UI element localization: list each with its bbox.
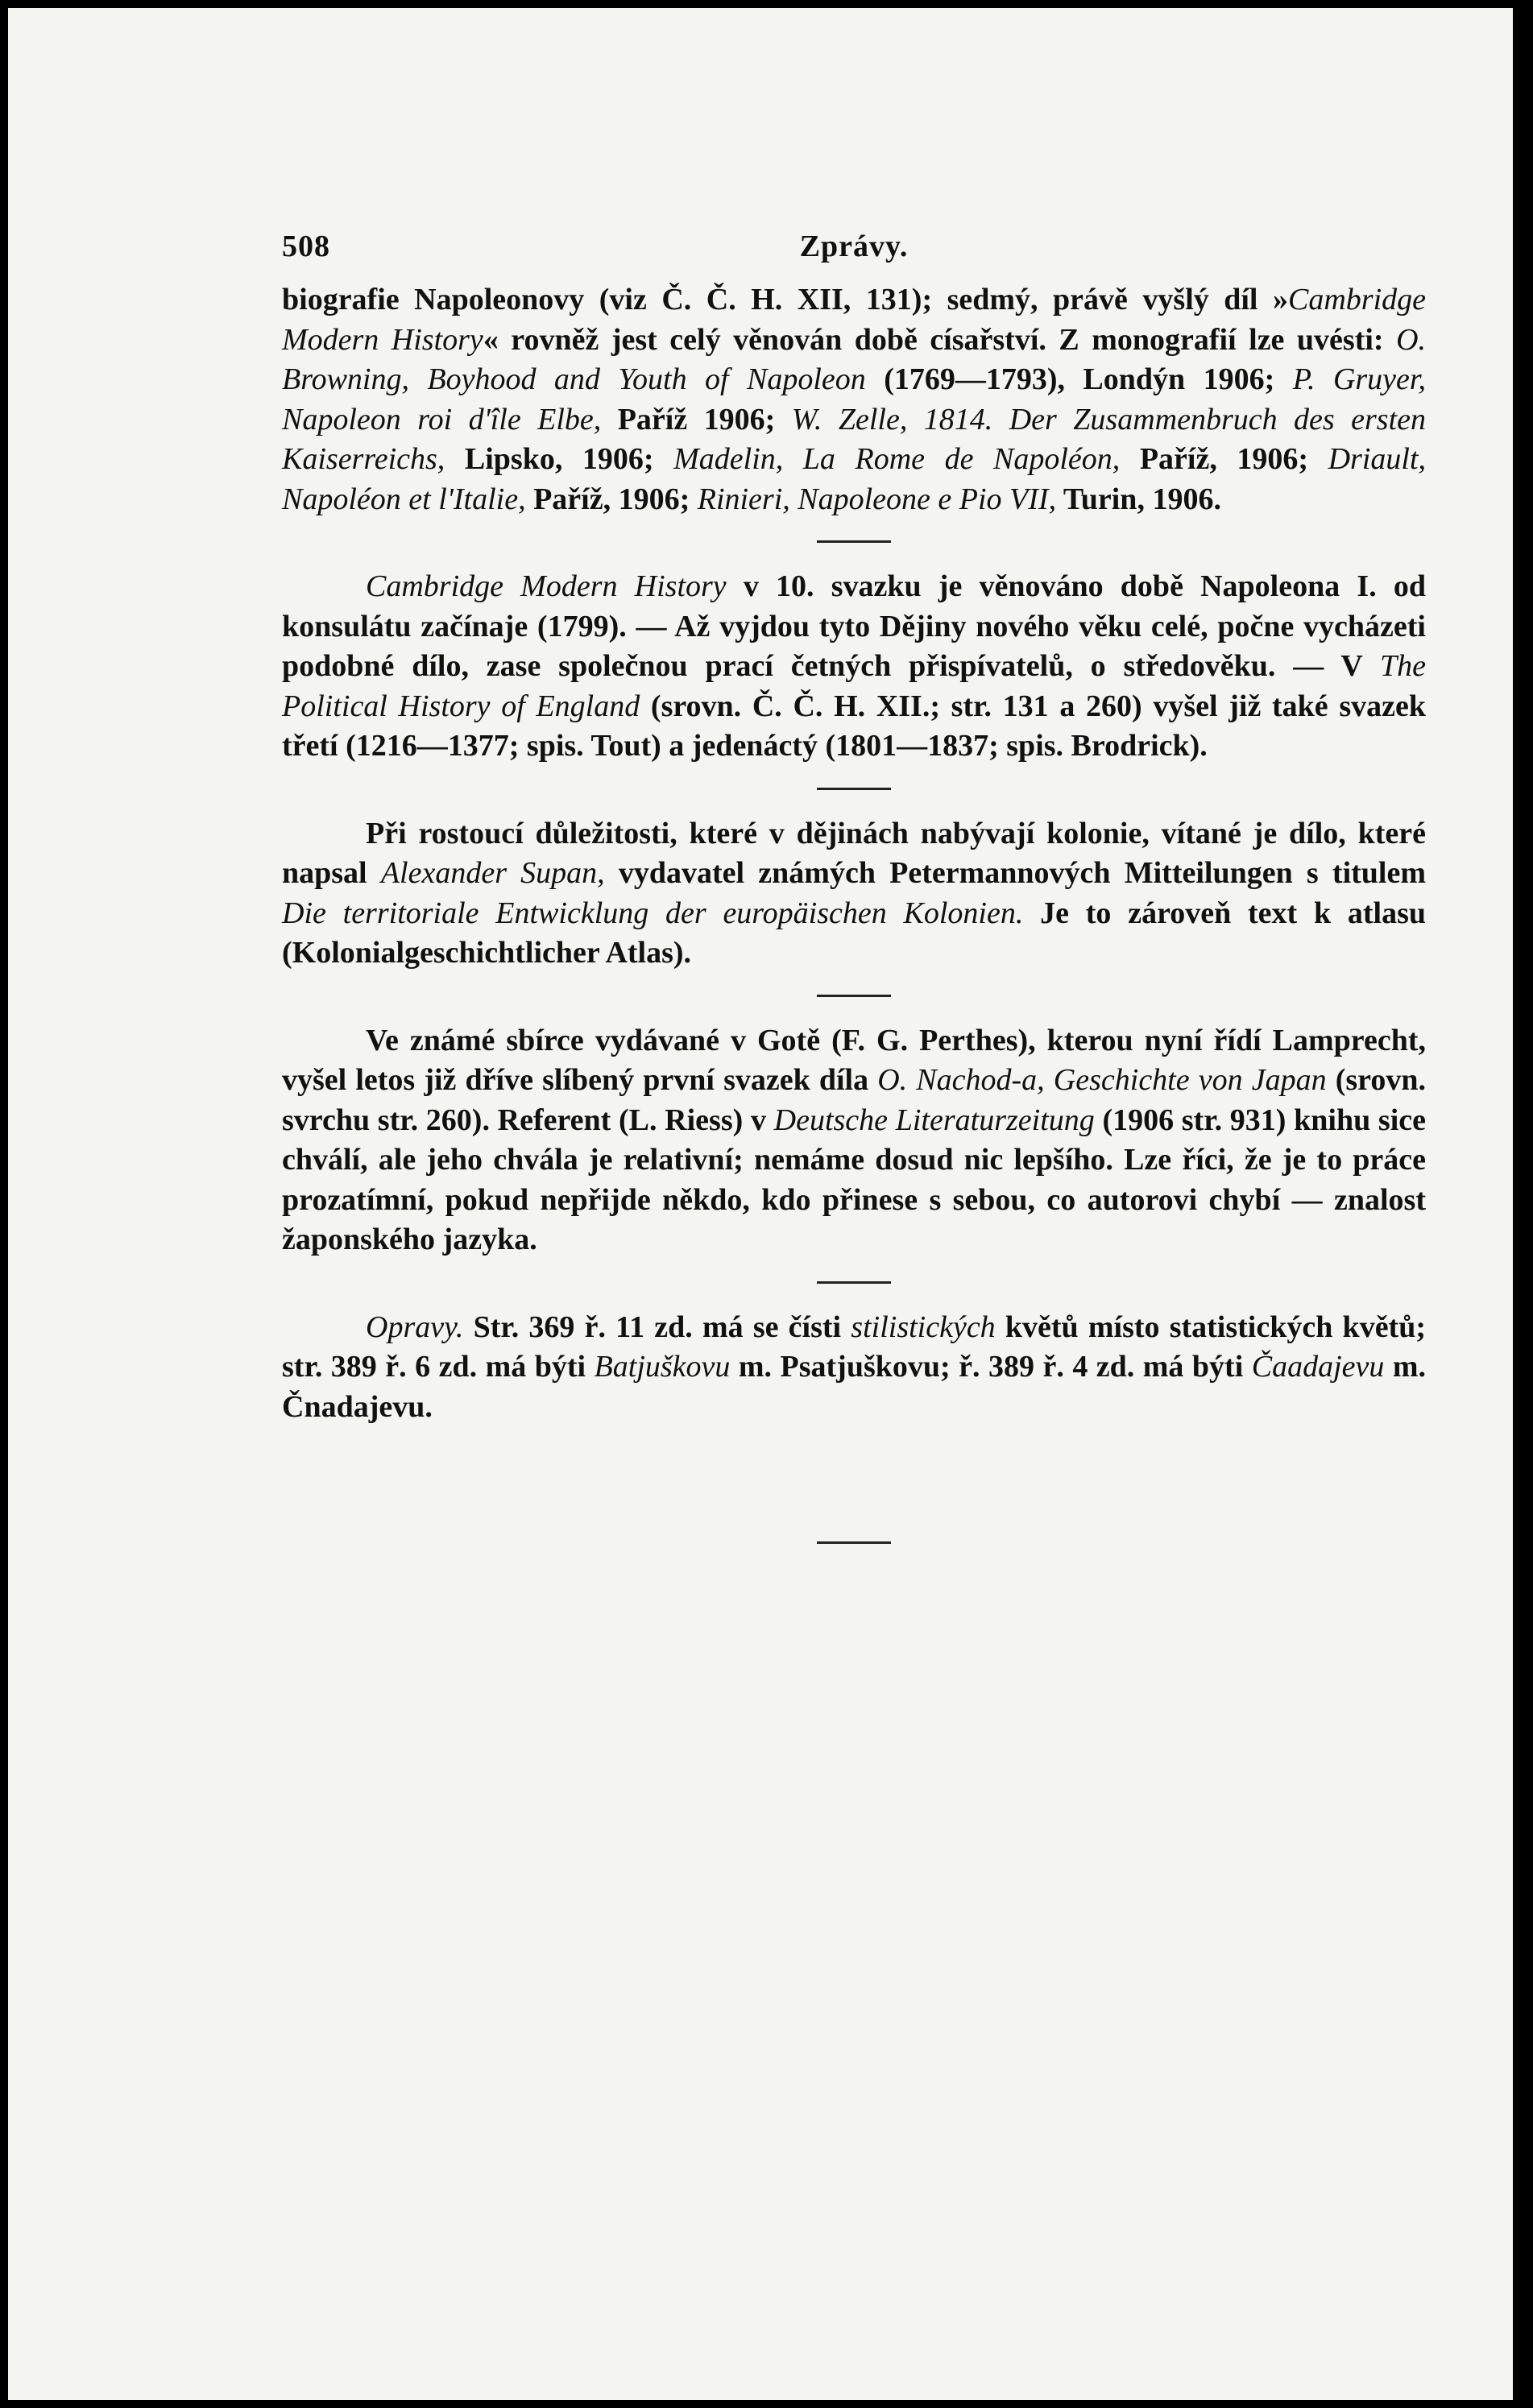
text-run: (1769—1793), Londýn 1906; [865,362,1293,396]
text-run: (srovn. Č. Č. H. XII.; str. 131 a 260) vyšel již také svazek třetí (1216—1377; spis. Tout) a jedenáctý (1801—1837; spis. Brodrick). [282,689,1426,763]
page-header [282,227,1426,280]
paragraph-corrections [282,1308,1426,1428]
section-rule [817,540,891,543]
text-run: Paříž, 1906; [1120,442,1328,476]
italic-run: Driault, Napoléon et l'Italie, [282,442,1426,516]
text-run: Turin, 1906. [1056,482,1221,516]
italic-run: O. Nachod-a, Geschichte von Japan [877,1063,1327,1097]
italic-run: Cambridge Modern History [282,283,1426,357]
italic-run: Cambridge Modern History [366,569,727,603]
italic-run: Batjuškovu [594,1350,731,1384]
text-run: Str. 369 ř. 11 zd. má se čísti [463,1310,851,1344]
text-run: Paříž 1906; [601,402,792,437]
italic-run: W. Zelle, 1814. Der Zusammenbruch des ersten Kaiserreichs, [282,402,1427,476]
page-number: 508 [282,230,330,263]
text-run: Lipsko, 1906; [445,442,674,476]
text-run: m. Psatjuškovu; ř. 389 ř. 4 zd. má býti [730,1350,1252,1384]
section-rule [817,788,891,790]
section-rule [817,995,891,997]
paragraph-cambridge-modern-history [282,567,1426,767]
italic-run: stilistických [851,1310,996,1344]
text-column [282,227,1426,1568]
italic-run: Madelin, La Rome de Napoléon, [673,442,1121,476]
italic-run: O. Browning, Boyhood and Youth of Napoleon [282,322,1427,396]
text-run: v 10. svazku je věnováno době Napoleona I. od konsulátu začínaje (1799). — Až vyjdou tyto Dějiny nového věku celé, počne vycházeti podobné dílo, zase společnou prací četných přispívatelů, o středověku. — V [282,569,1427,683]
closing-rule [817,1541,891,1544]
text-run: Při rostoucí důležitosti, které v dějinách nabývají kolonie, vítané je dílo, které napsal [282,816,1426,890]
text-run: Paříž, 1906; [525,482,698,516]
italic-run: The Political History of England [282,649,1426,723]
italic-run: Rinieri, Napoleone e Pio VII, [697,482,1057,516]
italic-run: Opravy. [366,1310,464,1344]
text-run: (srovn. svrchu str. 260). Referent (L. Riess) v [282,1063,1426,1137]
text-run: m. Čnadajevu. [282,1350,1427,1424]
italic-run: P. Gruyer, Napoleon roi d'île Elbe, [282,362,1426,437]
scanned-page [8,8,1513,2400]
text-run: (1906 str. 931) knihu sice chválí, ale jeho chvála je relativní; nemáme dosud nic lepšího. Lze říci, že je to práce prozatímní, pokud nepřijde někdo, kdo přinese s sebou, co autorovi chybí — znalost žaponského jazyka. [282,1103,1426,1256]
text-run: Ve známé sbírce vydávané v Gotě (F. G. Perthes), kterou nyní řídí Lamprecht, vyšel letos již dříve slíbený první svazek díla [282,1023,1426,1097]
text-run: Je to zároveň text k atlasu (Kolonialgeschichtlicher Atlas). [282,896,1426,970]
text-run: květů místo statistických květů; str. 389 ř. 6 zd. má býti [282,1310,1427,1384]
paragraph-colonies [282,814,1426,974]
italic-run: Alexander Supan, [380,856,605,890]
paragraph-napoleon-biographies [282,280,1426,519]
paragraph-japan-history [282,1021,1426,1260]
running-head: Zprávy. [799,230,909,263]
text-run: « rovněž jest celý věnován době císařství. Z monografií lze uvésti: [483,322,1397,357]
italic-run: Die territoriale Entwicklung der europäischen Kolonien. [282,896,1024,930]
italic-run: Deutsche Literaturzeitung [773,1103,1095,1137]
italic-run: Čaadajevu [1251,1350,1385,1384]
section-rule [817,1281,891,1284]
text-run: biografie Napoleonovy (viz Č. Č. H. XII, 131); sedmý, právě vyšlý díl » [282,283,1288,317]
text-run: vydavatel známých Petermannových Mitteilungen s titulem [604,856,1426,890]
